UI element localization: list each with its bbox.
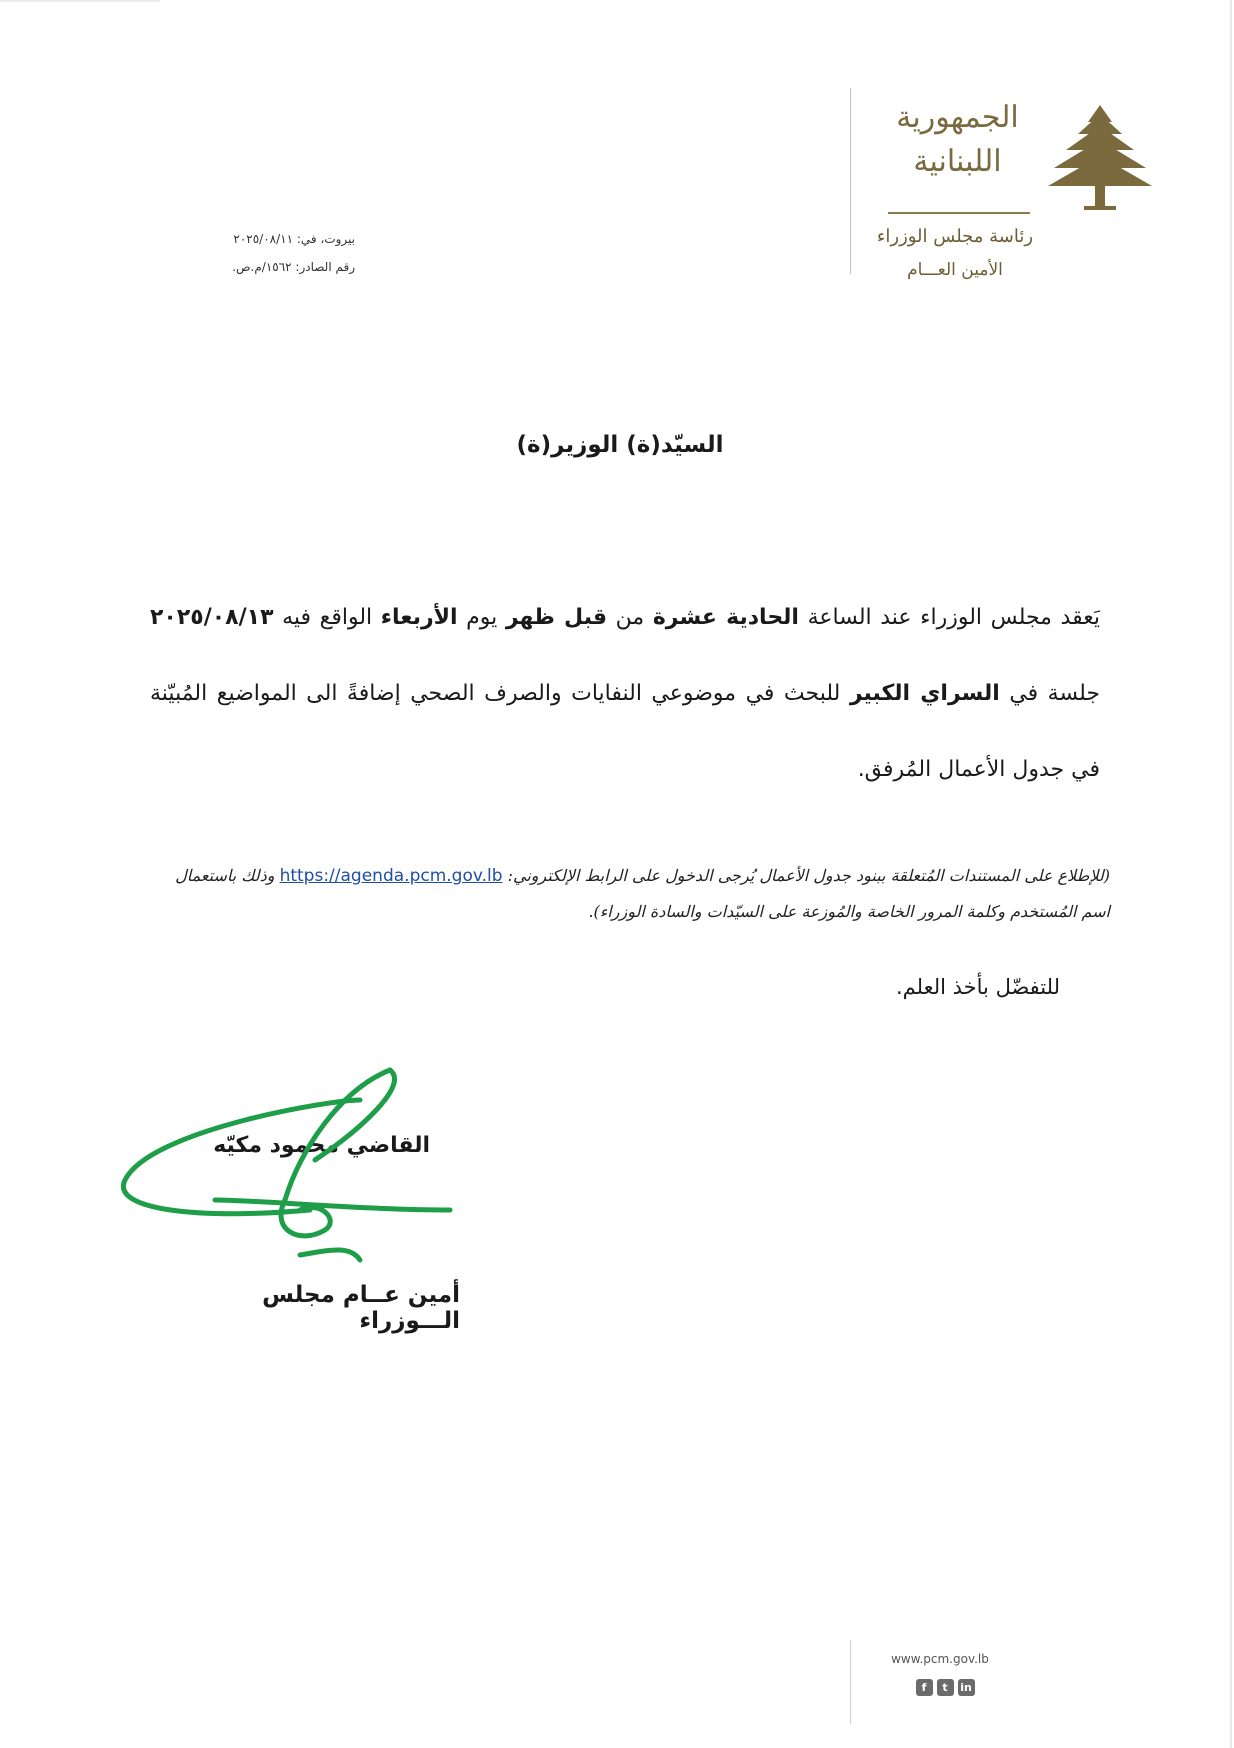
scan-edge-top — [0, 0, 160, 2]
body-emphasis-date: ٢٠٢٥/٠٨/١٣ — [150, 605, 274, 630]
website-url[interactable]: www.pcm.gov.lb — [891, 1652, 989, 1666]
note-text: وذلك باستعمال اسم المُستخدم وكلمة المرور الخاصة والمُوزعة على السيّدات والسادة الوزراء). — [175, 866, 1110, 921]
closing-remark: للتفضّل بأخذ العلم. — [896, 975, 1060, 999]
note-text: (للإطلاع على المستندات المُتعلقة ببنود جدول الأعمال يُرجى الدخول على الرابط الإلكتروني: — [502, 866, 1110, 885]
signer-title: أمين عــام مجلس الـــوزراء — [262, 1282, 460, 1334]
body-text: يوم — [457, 605, 506, 630]
body-text: الواقع فيه — [273, 605, 381, 630]
addressee: السيّد(ة) الوزير(ة) — [516, 432, 724, 458]
reference-number: رقم الصادر: ١٥٦٢/م.ص. — [232, 260, 355, 274]
body-emphasis-day: الأربعاء — [380, 605, 458, 630]
emblem-title: الجمهورية اللبنانية — [896, 100, 1019, 179]
body-emphasis-time: الحادية عشرة — [652, 605, 799, 630]
emblem-divider — [888, 212, 1030, 214]
body-text: جلسة في — [999, 681, 1100, 706]
social-links — [910, 1679, 980, 1696]
signer-name: القاضي محمود مكيّه — [213, 1133, 430, 1158]
access-note — [150, 858, 1110, 930]
body-text: من — [607, 605, 653, 630]
footer-vertical-divider — [850, 1640, 851, 1724]
linkedin-icon[interactable]: in — [958, 1679, 975, 1696]
twitter-icon[interactable]: t — [937, 1679, 954, 1696]
body-emphasis-location: السراي الكبير — [849, 681, 1000, 706]
header-vertical-divider — [850, 88, 851, 274]
date-line: بيروت، في: ٢٠٢٥/٠٨/١١ — [233, 232, 355, 246]
department-name: رئاسة مجلس الوزراء — [876, 226, 1034, 247]
scan-edge-right — [1230, 0, 1232, 1748]
facebook-icon[interactable]: f — [916, 1679, 933, 1696]
handwritten-signature — [110, 1060, 470, 1270]
cedar-tree-icon — [1040, 100, 1160, 215]
body-paragraph — [150, 580, 1100, 808]
office-name: الأمين العـــام — [907, 260, 1003, 280]
body-emphasis-period: قبل ظهر — [505, 605, 608, 630]
agenda-link[interactable]: https://agenda.pcm.gov.lb — [279, 866, 503, 886]
body-text: للبحث في موضوعي النفايات والصرف الصحي إضافةً الى المواضيع المُبيّنة في جدول الأعمال المُرفق. — [150, 681, 1100, 782]
body-text: يَعقد مجلس الوزراء عند الساعة — [798, 605, 1100, 630]
